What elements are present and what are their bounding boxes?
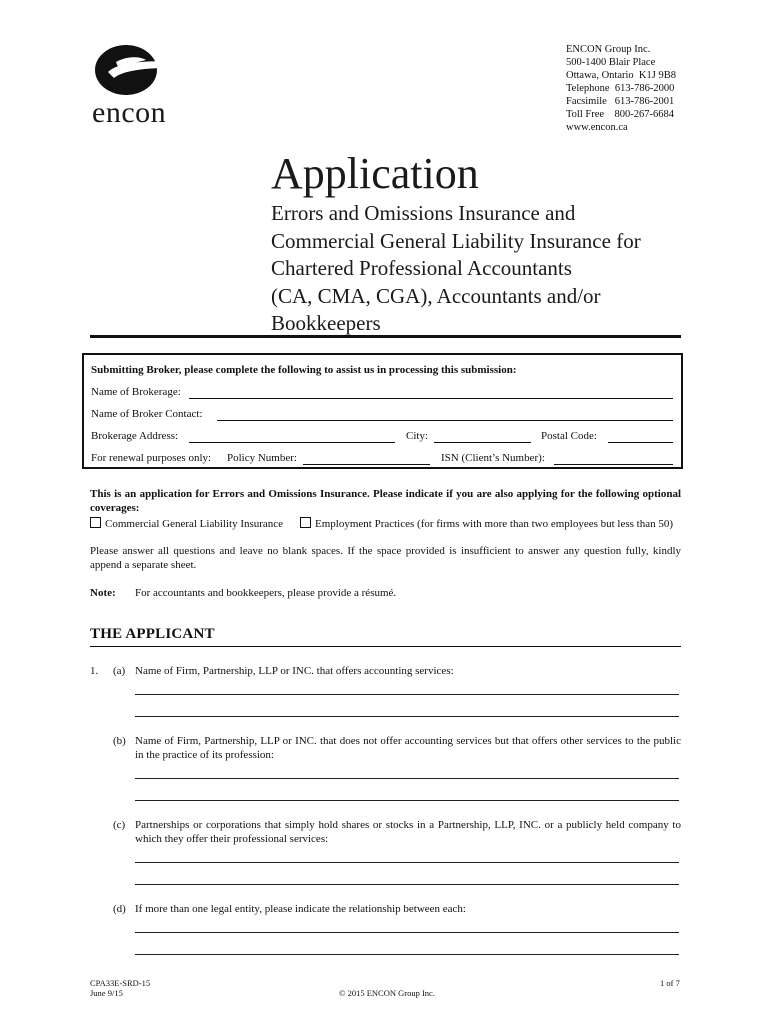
contact-website[interactable]: www.encon.ca — [566, 122, 628, 133]
company-contact-block — [566, 43, 676, 134]
question-number: 1. — [90, 665, 99, 677]
isn-label: ISN (Client’s Number): — [441, 452, 545, 464]
question-c-answer-line[interactable] — [135, 862, 679, 863]
section-divider — [90, 646, 681, 647]
section-heading: THE APPLICANT — [90, 626, 215, 642]
form-date: June 9/15 — [90, 988, 123, 998]
question-c-label: (c) — [113, 819, 126, 831]
form-code: CPA33E-SRD-15 — [90, 978, 151, 988]
note-label: Note: — [90, 587, 116, 599]
page-subtitle — [271, 200, 691, 338]
contact-company: ENCON Group Inc. — [566, 44, 651, 55]
option-cgl[interactable] — [90, 517, 283, 530]
page-number: 1 of 7 — [660, 978, 680, 988]
page-title: Application — [271, 149, 479, 198]
renewal-label: For renewal purposes only: — [91, 452, 212, 464]
subtitle-line: Errors and Omissions Insurance and — [271, 201, 576, 225]
broker-contact-label: Name of Broker Contact: — [91, 408, 203, 420]
question-a-answer-line[interactable] — [135, 716, 679, 717]
question-b-text: Name of Firm, Partnership, LLP or INC. that does not offer accounting services but that offers other services to the public in the practice of its profession: — [135, 735, 681, 761]
encon-logo-icon — [88, 40, 186, 104]
postal-code-label: Postal Code: — [541, 430, 597, 442]
question-d-answer-line[interactable] — [135, 932, 679, 933]
brokerage-address-field[interactable] — [189, 442, 395, 443]
question-b-answer-line[interactable] — [135, 778, 679, 779]
note-text: For accountants and bookkeepers, please provide a résumé. — [135, 587, 397, 599]
question-b-label: (b) — [113, 735, 126, 747]
question-a-label: (a) — [113, 665, 126, 677]
subtitle-line: (CA, CMA, CGA), Accountants and/or — [271, 283, 601, 308]
brokerage-name-label: Name of Brokerage: — [91, 386, 181, 398]
contact-address: 500-1400 Blair Place — [566, 57, 656, 68]
subtitle-line: Commercial General Liability Insurance for — [271, 228, 641, 253]
broker-contact-field[interactable] — [217, 420, 673, 421]
instructions-text: Please answer all questions and leave no blank spaces. If the space provided is insufficient to answer any question fully, kindly append a separate sheet. — [90, 545, 681, 571]
contact-city: Ottawa, Ontario K1J 9B8 — [566, 70, 676, 81]
cgl-label: Commercial General Liability Insurance — [105, 518, 284, 530]
policy-number-label: Policy Number: — [227, 452, 297, 464]
subtitle-line: Chartered Professional Accountants — [271, 256, 572, 280]
city-label: City: — [406, 430, 429, 442]
city-field[interactable] — [434, 442, 531, 443]
subtitle-line: Bookkeepers — [271, 311, 381, 335]
question-d-text: If more than one legal entity, please indicate the relationship between each: — [135, 903, 466, 915]
cgl-checkbox[interactable] — [90, 517, 101, 528]
encon-wordmark: encon — [92, 96, 167, 129]
contact-fax: Facsimile 613-786-2001 — [566, 96, 675, 107]
question-a-answer-line[interactable] — [135, 694, 679, 695]
postal-code-field[interactable] — [608, 442, 673, 443]
policy-number-field[interactable] — [303, 464, 430, 465]
question-a-text: Name of Firm, Partnership, LLP or INC. that offers accounting services: — [135, 665, 454, 677]
brokerage-name-field[interactable] — [189, 398, 673, 399]
question-c-text: Partnerships or corporations that simply hold shares or stocks in a Partnership, LLP, INC. or a publicly held company to which they offer their professional services: — [135, 819, 681, 845]
isn-field[interactable] — [554, 464, 673, 465]
copyright: © 2015 ENCON Group Inc. — [339, 988, 435, 998]
question-d-answer-line[interactable] — [135, 954, 679, 955]
question-d-label: (d) — [113, 903, 126, 915]
title-divider — [90, 335, 681, 338]
brokerage-address-label: Brokerage Address: — [91, 430, 179, 442]
broker-section — [82, 353, 683, 469]
employment-practices-checkbox[interactable] — [300, 517, 311, 528]
contact-telephone: Telephone 613-786-2000 — [566, 83, 675, 94]
option-employment-practices[interactable] — [300, 517, 673, 530]
contact-tollfree: Toll Free 800-267-6684 — [566, 109, 675, 120]
question-b-answer-line[interactable] — [135, 800, 679, 801]
broker-heading: Submitting Broker, please complete the following to assist us in processing this submission: — [91, 364, 517, 376]
employment-practices-label: Employment Practices (for firms with more than two employees but less than 50) — [315, 518, 674, 530]
question-c-answer-line[interactable] — [135, 884, 679, 885]
coverage-intro: This is an application for Errors and Omissions Insurance. Please indicate if you are also applying for the following optional coverages: — [90, 488, 681, 514]
